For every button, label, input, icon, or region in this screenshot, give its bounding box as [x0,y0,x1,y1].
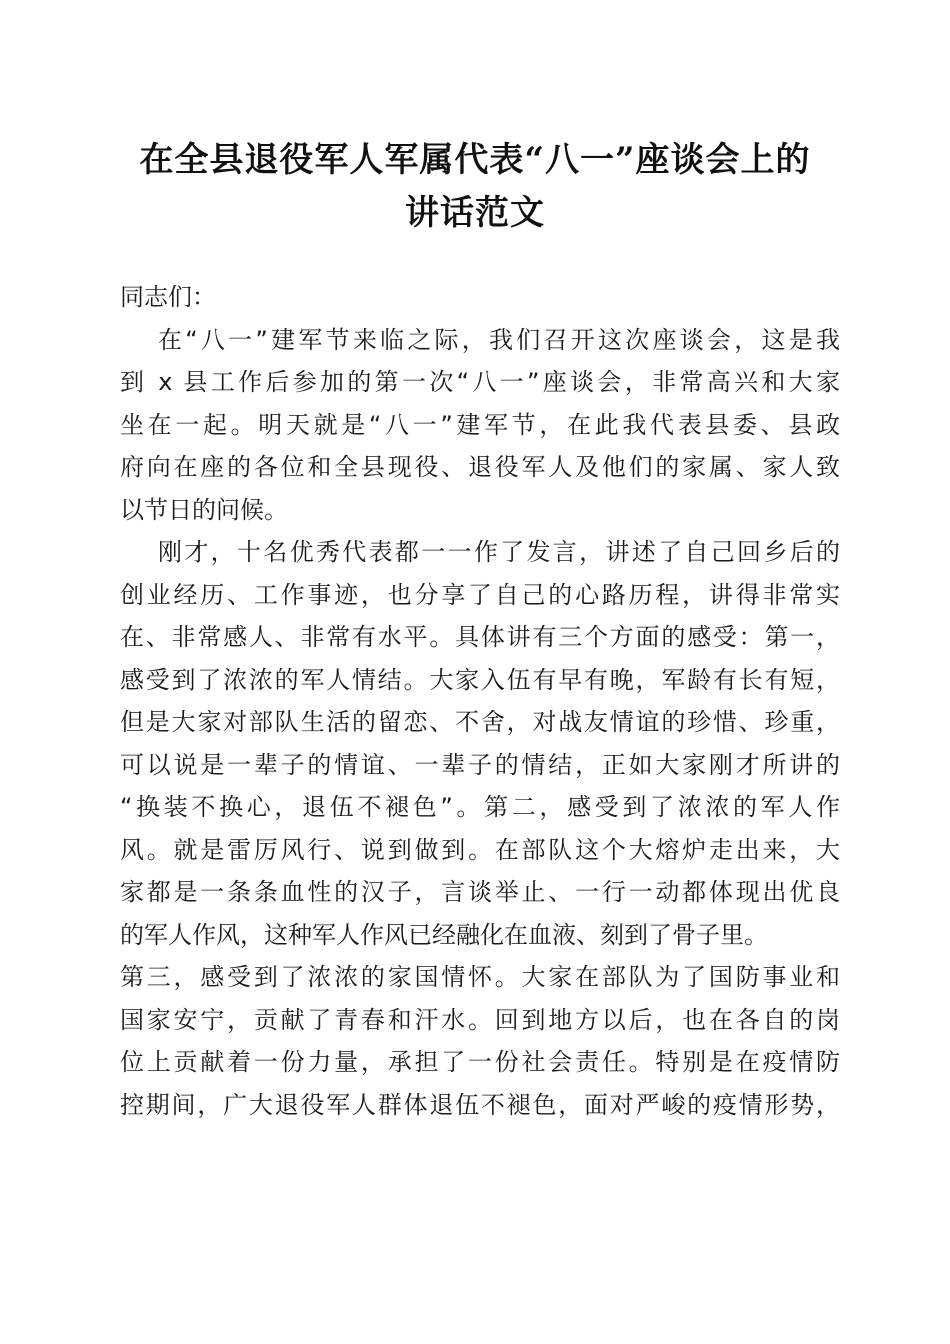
paragraph-line: 第三，感受到了浓浓的家国情怀。大家在部队为了国防事业和 [120,963,840,991]
paragraph-line: 风。就是雷厉风行、说到做到。在部队这个大熔炉走出来，大 [120,835,840,864]
paragraph-line: 在、非常感人、非常有水平。具体讲有三个方面的感受：第一， [120,623,840,651]
paragraph-line: “换装不换心，退伍不褪色”。第二，感受到了浓浓的军人作 [120,793,840,821]
paragraph-line: 可以说是一辈子的情谊、一辈子的情结，正如大家刚才所讲的 [120,750,840,779]
paragraph-line: 国家安宁，贡献了青春和汗水。回到地方以后，也在各自的岗 [120,1005,840,1034]
paragraph-line: 的军人作风，这种军人作风已经融化在血液、刻到了骨子里。 [120,920,768,949]
document-title [100,134,850,240]
paragraph-line: 府向在座的各位和全县现役、退役军人及他们的家属、家人致 [120,453,840,481]
paragraph-line: 但是大家对部队生活的留恋、不舍，对战友情谊的珍惜、珍重， [120,708,840,736]
paragraph-2 [120,531,840,1126]
paragraph-line: 家都是一条条血性的汉子，言谈举止、一行一动都体现出优良 [120,878,840,906]
paragraph-line: 位上贡献着一份力量，承担了一份社会责任。特别是在疫情防 [120,1048,840,1076]
paragraph-line: 刚才，十名优秀代表都一一作了发言，讲述了自己回乡后的 [158,538,840,566]
paragraph-line: 到 x 县工作后参加的第一次“八一”座谈会，非常高兴和大家 [120,368,840,396]
paragraph-line: 在“八一”建军节来临之际，我们召开这次座谈会，这是我 [158,325,840,354]
title-line-1: 在全县退役军人军属代表“八一”座谈会上的 [139,140,811,180]
title-line-2: 讲话范文 [405,193,545,233]
paragraph-line: 以节日的问候。 [120,495,288,524]
document-body [120,276,840,1126]
paragraph-line: 创业经历、工作事迹，也分享了自己的心路历程，讲得非常实 [120,580,840,609]
paragraph-line: 控期间，广大退役军人群体退伍不褪色，面对严峻的疫情形势， [120,1090,840,1119]
paragraph-1 [120,319,840,532]
paragraph-line: 坐在一起。明天就是“八一”建军节，在此我代表县委、县政 [120,410,840,439]
salutation: 同志们： [120,283,216,311]
paragraph-line: 感受到了浓浓的军人情结。大家入伍有早有晚，军龄有长有短， [120,665,840,694]
